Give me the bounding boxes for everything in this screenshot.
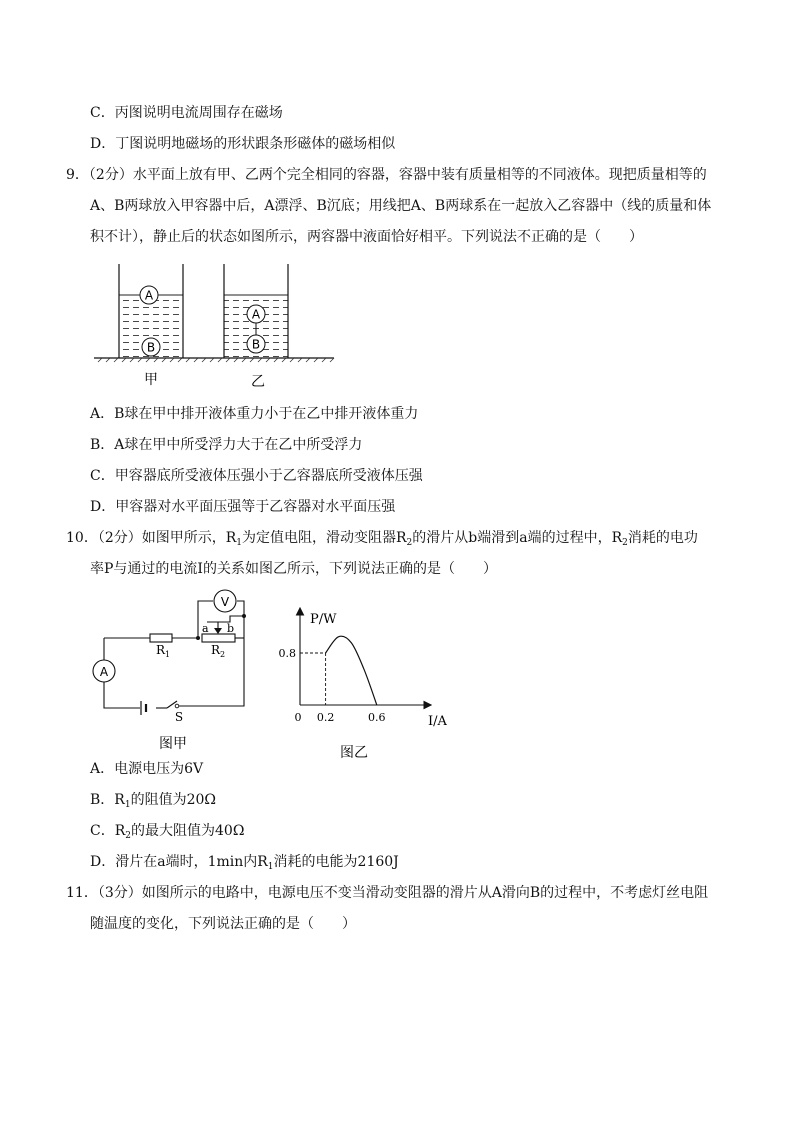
origin-label: 0 [294,711,302,724]
q10-option-d-part2: 消耗的电能为2160J [273,854,399,870]
q10-option-d [90,852,399,877]
q10-stem-line1 [66,528,698,553]
q10-stem-sub2: 2 [406,538,413,548]
q10-stem-part4: 消耗的电功 [627,530,698,546]
resistor-r1 [150,634,172,642]
q8-option-c: C．丙图说明电流周围存在磁场 [90,105,283,121]
q10-circuit-figure [90,590,260,755]
q10-option-b [90,790,216,815]
q8-option-d: D．丁图说明地磁场的形状跟条形磁体的磁场相似 [90,136,396,152]
q9-containers-figure [92,262,342,392]
q10-power-current-graph [270,605,450,761]
q10-option-b-part2: 的阻值为20Ω [130,792,216,808]
slider-a-label: a [202,622,209,635]
q9-stem-line1: 9．（2分）水平面上放有甲、乙两个完全相同的容器，容器中装有质量相等的不同液体。现把质量相等的 [66,167,707,183]
q10-option-d-part1: D．滑片在a端时，1min内R [90,854,268,870]
graph-caption: 图乙 [340,745,368,761]
r1-label: $R_1$ [156,643,171,659]
power-curve [326,636,377,705]
q9-option-c: C．甲容器底所受液体压强小于乙容器底所受液体压强 [90,468,423,484]
y-axis-label: P/W [310,612,337,627]
q9-option-b: B．A球在甲中所受浮力大于在乙中所受浮力 [90,437,363,453]
q10-option-c [90,821,244,846]
q10-stem-sub3: 2 [622,538,628,548]
ball-b-yi-label: B [251,337,261,352]
ball-a-yi-label: A [251,307,261,322]
q10-option-d-sub: 1 [267,862,274,872]
q10-option-b-sub: 1 [124,800,131,810]
circuit-caption: 图甲 [159,736,187,752]
q10-stem-part1: 10．（2分）如图甲所示，R [66,530,237,546]
r2-label: $R_2$ [211,643,226,659]
q10-stem-line2: 率P与通过的电流I的关系如图乙所示，下列说法正确的是（ ） [90,561,497,577]
q10-stem-part3: 的滑片从b端滑到a端的过程中，R [412,530,623,546]
q10-option-a: A．电源电压为6V [90,761,204,777]
q10-stem-sub1: 1 [236,538,242,548]
q9-option-d: D．甲容器对水平面压强等于乙容器对水平面压强 [90,499,396,515]
y-tick-label: 0.8 [278,647,296,660]
q10-option-c-sub: 2 [125,831,131,841]
q9-stem-line3: 积不计），静止后的状态如图所示，两容器中液面恰好相平。下列说法不正确的是（ ） [90,229,643,245]
q10-option-b-part1: B．R [90,792,125,808]
x-axis-label: I/A [428,714,447,729]
x-tick-label-1: 0.2 [316,711,335,724]
ball-b-jia-label: B [146,340,156,355]
slider-b-label: b [227,622,235,635]
rheostat-r2 [202,634,235,642]
q9-stem-line2: A、B两球放入甲容器中后，A漂浮、B沉底；用线把A、B两球系在一起放入乙容器中（线的质量和体 [90,198,712,214]
x-tick-label-2: 0.6 [368,711,386,724]
slider-arrow [214,628,222,634]
ammeter-label: A [99,665,109,679]
switch-label: S [174,710,184,724]
ground-hatch [98,358,334,362]
container-jia-label: 甲 [144,372,158,388]
q10-stem-part2: 为定值电阻，滑动变阻器R [242,530,407,546]
container-yi-label: 乙 [251,374,265,390]
q9-option-a: A．B球在甲中排开液体重力小于在乙中排开液体重力 [90,406,419,422]
q10-option-c-part1: C．R [90,823,126,839]
q11-stem-line1: 11．（3分）如图所示的电路中，电源电压不变当滑动变阻器的滑片从A滑向B的过程中，不考虑灯丝电阻 [66,885,709,901]
ball-a-jia-label: A [144,288,154,303]
q10-option-c-part2: 的最大阻值为40Ω [131,823,245,839]
q11-stem-line2: 随温度的变化，下列说法正确的是（ ） [90,916,356,932]
voltmeter-label: V [220,595,230,609]
